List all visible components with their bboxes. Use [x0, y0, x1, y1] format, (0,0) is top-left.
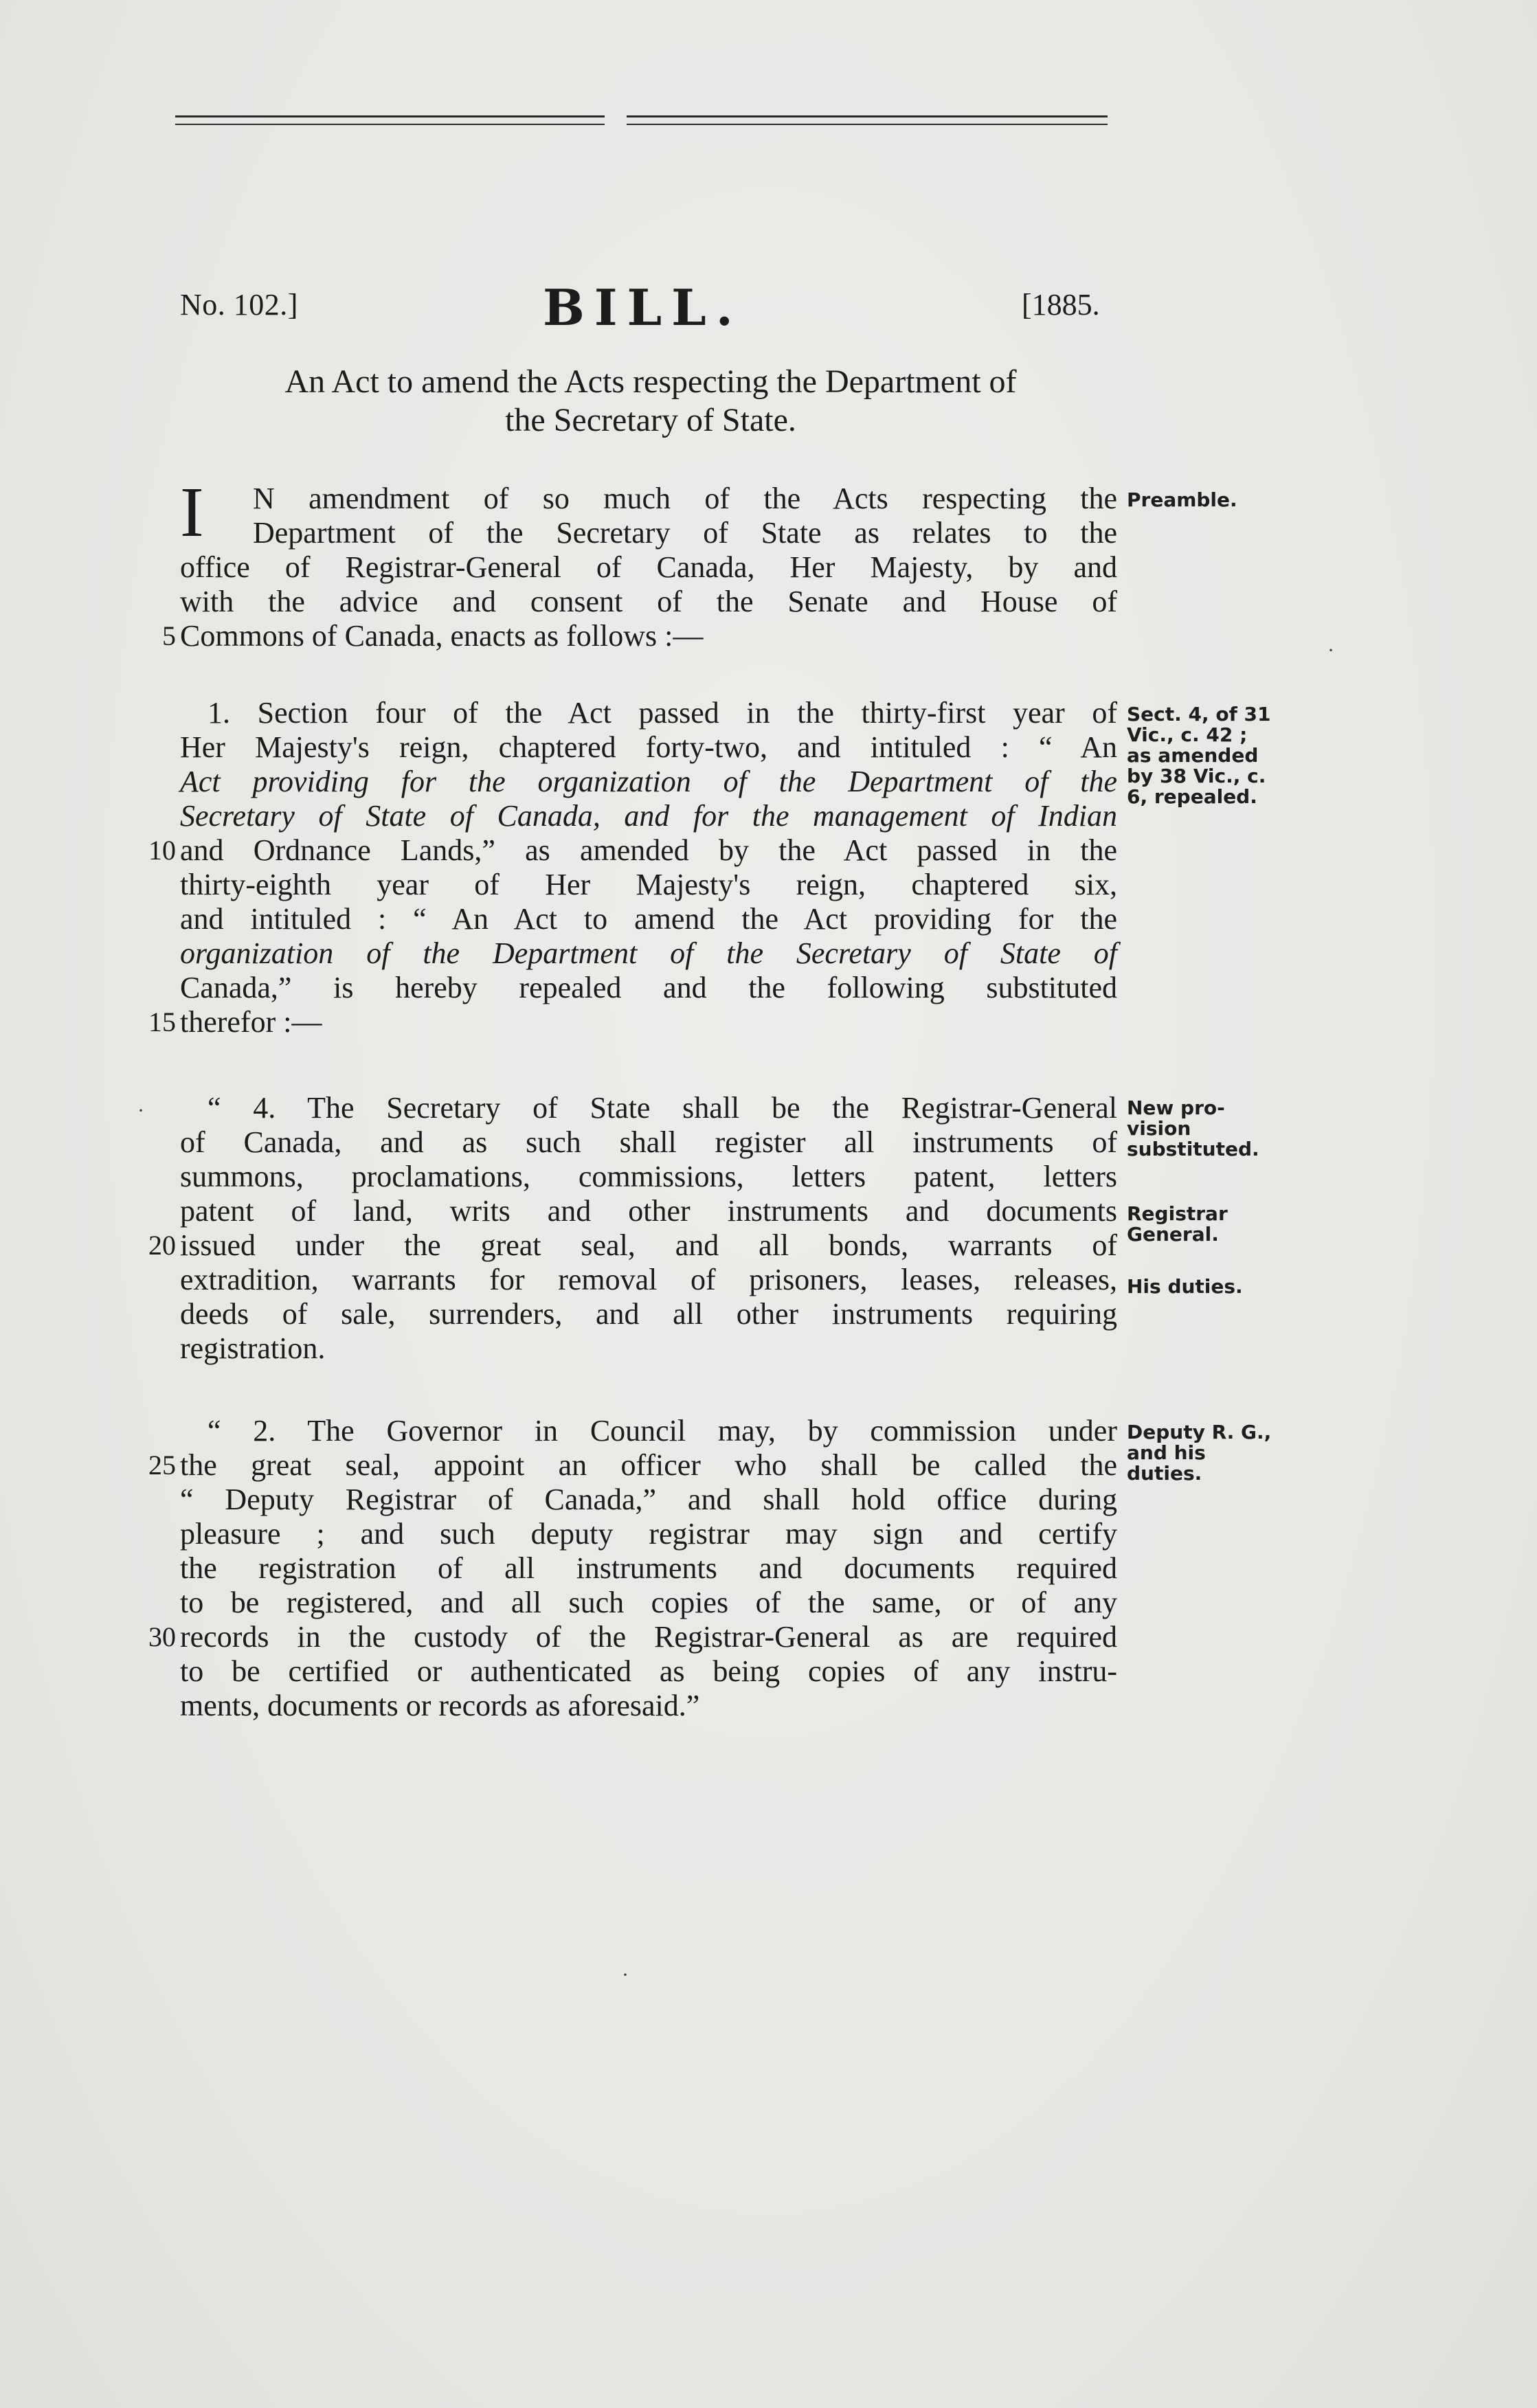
line-number: 25	[148, 1450, 176, 1481]
section1-line: thirty-eighth year of Her Majesty's reign, chaptered six,	[180, 868, 1117, 901]
margin-note-line: and his	[1127, 1441, 1206, 1464]
section2-line: to be registered, and all such copies of the same, or of any	[180, 1586, 1117, 1619]
section1-line: Canada,” is hereby repealed and the following substituted	[180, 971, 1117, 1004]
line-number: 30	[148, 1621, 176, 1652]
section1-line: Her Majesty's reign, chaptered forty-two, and intituled : “ An	[180, 730, 1117, 764]
section2-line: ments, documents or records as aforesaid.”	[180, 1689, 700, 1722]
margin-note-line: 6, repealed.	[1127, 785, 1257, 808]
section1-line: therefor :—	[180, 1005, 322, 1039]
section2-line: pleasure ; and such deputy registrar may sign and certify	[180, 1517, 1117, 1551]
margin-note-line: substituted.	[1127, 1138, 1259, 1160]
margin-note-line: as amended	[1127, 744, 1259, 767]
section4-line: of Canada, and as such shall register all instruments of	[180, 1125, 1117, 1159]
line-number: 5	[162, 620, 176, 651]
margin-note-his-duties	[1127, 1276, 1243, 1297]
section2-line: the registration of all instruments and documents required	[180, 1551, 1117, 1585]
preamble-line: office of Registrar-General of Canada, Her Majesty, by and	[180, 550, 1117, 584]
section4-line: “ 4. The Secretary of State shall be the Registrar-General	[207, 1091, 1117, 1125]
margin-note-line: Sect. 4, of 31	[1127, 703, 1271, 725]
bill-year: [1885.	[1022, 288, 1100, 322]
section1-line: Act providing for the organization of the Department of the	[180, 765, 1117, 798]
top-rule-left	[175, 115, 605, 129]
preamble-line: Department of the Secretary of State as relates to the	[253, 516, 1117, 550]
section4-line: registration.	[180, 1331, 326, 1365]
preamble-line: Commons of Canada, enacts as follows :—	[180, 619, 704, 653]
margin-note-line: Vic., c. 42 ;	[1127, 723, 1248, 746]
drop-cap: I	[180, 473, 204, 552]
margin-note-line: duties.	[1127, 1462, 1202, 1485]
margin-note-line: New pro-	[1127, 1096, 1225, 1119]
act-title	[180, 363, 1121, 440]
section1-line: organization of the Department of the Secretary of State of	[180, 936, 1117, 970]
line-number: 15	[148, 1006, 176, 1037]
section2-line: to be certified or authenticated as being copies of any instru-	[180, 1654, 1117, 1688]
line-number: 10	[148, 835, 176, 866]
margin-note-line: Preamble.	[1127, 488, 1237, 511]
section2-line: “ Deputy Registrar of Canada,” and shall hold office during	[180, 1483, 1117, 1516]
margin-note-line: by 38 Vic., c.	[1127, 765, 1266, 787]
section4-line: summons, proclamations, commissions, letters patent, letters	[180, 1160, 1117, 1193]
section2-line: “ 2. The Governor in Council may, by commission under	[207, 1414, 1117, 1448]
section1-line: and Ordnance Lands,” as amended by the Act passed in the	[180, 833, 1117, 867]
margin-note-registrar-general	[1127, 1204, 1228, 1245]
scan-speck: ·	[137, 1099, 144, 1122]
margin-note-new-provision	[1127, 1098, 1259, 1160]
section4-line: extradition, warrants for removal of prisoners, leases, releases,	[180, 1263, 1117, 1296]
section4-line: issued under the great seal, and all bonds, warrants of	[180, 1228, 1117, 1262]
line-number: 20	[148, 1230, 176, 1261]
margin-note-line: Deputy R. G.,	[1127, 1421, 1272, 1443]
act-title-line: the Secretary of State.	[505, 402, 796, 438]
section2-line: records in the custody of the Registrar-General as are required	[180, 1620, 1117, 1654]
margin-note-sect4-repealed	[1127, 704, 1271, 807]
scan-speck: ·	[622, 1963, 629, 1986]
margin-note-deputy	[1127, 1422, 1271, 1484]
section4-line: deeds of sale, surrenders, and all other instruments requiring	[180, 1297, 1117, 1331]
act-title-line: An Act to amend the Acts respecting the Department of	[284, 363, 1017, 400]
document-type-heading: BILL.	[543, 278, 743, 337]
section1-line: Secretary of State of Canada, and for the management of Indian	[180, 799, 1117, 833]
section4-line: patent of land, writs and other instruments and documents	[180, 1194, 1117, 1228]
section1-line: 1. Section four of the Act passed in the thirty-first year of	[207, 696, 1117, 730]
preamble-line: N amendment of so much of the Acts respecting the	[253, 482, 1117, 515]
scan-speck: ·	[1327, 639, 1334, 662]
preamble-line: with the advice and consent of the Senate and House of	[180, 585, 1117, 618]
section1-line: and intituled : “ An Act to amend the Act providing for the	[180, 902, 1117, 936]
margin-note-line: Registrar	[1127, 1202, 1228, 1225]
margin-note-preamble	[1127, 490, 1237, 510]
section2-line: the great seal, appoint an officer who shall be called the	[180, 1448, 1117, 1482]
top-rule-right	[627, 115, 1108, 129]
bill-number: No. 102.]	[180, 288, 298, 322]
margin-note-line: His duties.	[1127, 1275, 1243, 1298]
margin-note-line: vision	[1127, 1117, 1191, 1140]
margin-note-line: General.	[1127, 1223, 1219, 1246]
